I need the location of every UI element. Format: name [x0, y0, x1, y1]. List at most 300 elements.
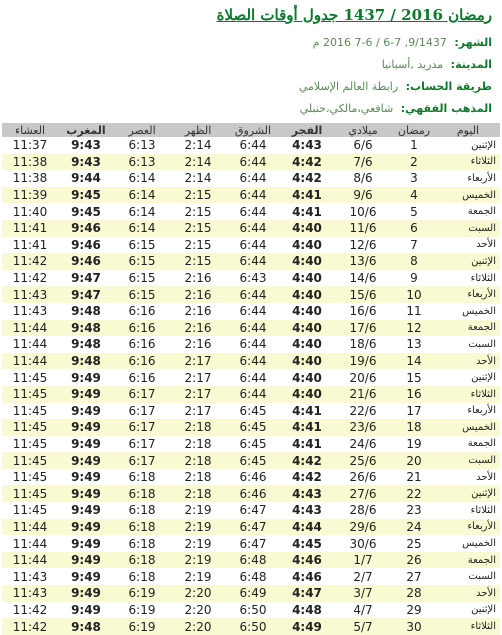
cell-dhuhr: 2:17 [170, 386, 226, 403]
cell-isha: 11:40 [2, 203, 58, 220]
cell-isha: 11:45 [2, 386, 58, 403]
cell-asr: 6:18 [114, 502, 170, 519]
cell-dhuhr: 2:20 [170, 602, 226, 619]
cell-fajr: 4:40 [280, 286, 334, 303]
info-calc-method [10, 76, 492, 98]
cell-dhuhr: 2:16 [170, 286, 226, 303]
header-isha: العشاء [2, 123, 58, 137]
info-block [0, 28, 502, 120]
cell-fajr: 4:41 [280, 403, 334, 420]
cell-gregorian-date: 5/7 [334, 618, 392, 635]
cell-ramadan-day: 10 [392, 286, 436, 303]
cell-day: الإثنين [436, 253, 500, 270]
info-city [10, 54, 492, 76]
cell-maghrib: 9:49 [58, 585, 114, 602]
cell-asr: 6:14 [114, 187, 170, 204]
cell-day: الجمعة [436, 320, 500, 337]
cell-fajr: 4:40 [280, 303, 334, 320]
cell-shuruq: 6:44 [226, 336, 280, 353]
cell-isha: 11:45 [2, 369, 58, 386]
cell-asr: 6:19 [114, 602, 170, 619]
cell-dhuhr: 2:17 [170, 353, 226, 370]
cell-maghrib: 9:49 [58, 519, 114, 536]
prayer-times-table [2, 123, 500, 635]
cell-day: الأربعاء [436, 519, 500, 536]
table-row [2, 419, 500, 436]
cell-shuruq: 6:44 [226, 253, 280, 270]
cell-ramadan-day: 28 [392, 585, 436, 602]
cell-isha: 11:44 [2, 353, 58, 370]
table-row [2, 535, 500, 552]
cell-fajr: 4:41 [280, 436, 334, 453]
cell-ramadan-day: 4 [392, 187, 436, 204]
table-row [2, 552, 500, 569]
cell-fajr: 4:41 [280, 187, 334, 204]
cell-ramadan-day: 12 [392, 320, 436, 337]
cell-asr: 6:17 [114, 386, 170, 403]
cell-asr: 6:16 [114, 336, 170, 353]
cell-maghrib: 9:46 [58, 220, 114, 237]
cell-gregorian-date: 1/7 [334, 552, 392, 569]
cell-dhuhr: 2:14 [170, 137, 226, 154]
cell-dhuhr: 2:15 [170, 253, 226, 270]
cell-day: الأحد [436, 585, 500, 602]
header-day: اليوم [436, 123, 500, 137]
cell-ramadan-day: 19 [392, 436, 436, 453]
cell-asr: 6:19 [114, 618, 170, 635]
cell-maghrib: 9:49 [58, 552, 114, 569]
cell-isha: 11:45 [2, 436, 58, 453]
cell-asr: 6:15 [114, 237, 170, 254]
cell-ramadan-day: 13 [392, 336, 436, 353]
cell-dhuhr: 2:17 [170, 403, 226, 420]
cell-shuruq: 6:45 [226, 403, 280, 420]
cell-ramadan-day: 17 [392, 403, 436, 420]
cell-ramadan-day: 14 [392, 353, 436, 370]
cell-fajr: 4:40 [280, 369, 334, 386]
cell-fajr: 4:40 [280, 386, 334, 403]
cell-isha: 11:39 [2, 187, 58, 204]
cell-shuruq: 6:50 [226, 618, 280, 635]
cell-gregorian-date: 22/6 [334, 403, 392, 420]
cell-fajr: 4:40 [280, 270, 334, 287]
cell-shuruq: 6:44 [226, 170, 280, 187]
cell-isha: 11:44 [2, 519, 58, 536]
header-dhuhr: الظهر [170, 123, 226, 137]
cell-gregorian-date: 10/6 [334, 203, 392, 220]
cell-day: الأربعاء [436, 403, 500, 420]
cell-asr: 6:13 [114, 154, 170, 171]
cell-isha: 11:38 [2, 170, 58, 187]
cell-maghrib: 9:43 [58, 154, 114, 171]
cell-maghrib: 9:45 [58, 187, 114, 204]
cell-day: الجمعة [436, 552, 500, 569]
cell-day: السبت [436, 568, 500, 585]
cell-shuruq: 6:44 [226, 203, 280, 220]
cell-shuruq: 6:46 [226, 469, 280, 486]
cell-fajr: 4:42 [280, 170, 334, 187]
cell-fajr: 4:46 [280, 568, 334, 585]
cell-ramadan-day: 7 [392, 237, 436, 254]
cell-gregorian-date: 29/6 [334, 519, 392, 536]
cell-gregorian-date: 24/6 [334, 436, 392, 453]
table-row [2, 203, 500, 220]
cell-maghrib: 9:47 [58, 286, 114, 303]
cell-maghrib: 9:46 [58, 253, 114, 270]
cell-day: الثلاثاء [436, 386, 500, 403]
cell-ramadan-day: 9 [392, 270, 436, 287]
cell-dhuhr: 2:20 [170, 618, 226, 635]
cell-shuruq: 6:45 [226, 436, 280, 453]
cell-isha: 11:43 [2, 585, 58, 602]
cell-asr: 6:14 [114, 203, 170, 220]
cell-isha: 11:45 [2, 502, 58, 519]
cell-fajr: 4:47 [280, 585, 334, 602]
info-madhab [10, 98, 492, 120]
cell-ramadan-day: 11 [392, 303, 436, 320]
cell-day: الثلاثاء [436, 618, 500, 635]
cell-isha: 11:41 [2, 237, 58, 254]
cell-gregorian-date: 14/6 [334, 270, 392, 287]
cell-asr: 6:18 [114, 469, 170, 486]
cell-isha: 11:42 [2, 270, 58, 287]
header-asr: العصر [114, 123, 170, 137]
table-row [2, 369, 500, 386]
cell-gregorian-date: 3/7 [334, 585, 392, 602]
cell-asr: 6:15 [114, 270, 170, 287]
cell-asr: 6:16 [114, 353, 170, 370]
cell-gregorian-date: 19/6 [334, 353, 392, 370]
cell-fajr: 4:43 [280, 485, 334, 502]
cell-ramadan-day: 24 [392, 519, 436, 536]
table-row [2, 137, 500, 154]
cell-asr: 6:18 [114, 568, 170, 585]
cell-day: الجمعة [436, 203, 500, 220]
cell-dhuhr: 2:18 [170, 419, 226, 436]
cell-day: الإثنين [436, 137, 500, 154]
cell-day: الإثنين [436, 602, 500, 619]
cell-dhuhr: 2:19 [170, 552, 226, 569]
cell-gregorian-date: 18/6 [334, 336, 392, 353]
cell-maghrib: 9:48 [58, 618, 114, 635]
cell-isha: 11:43 [2, 568, 58, 585]
cell-isha: 11:45 [2, 485, 58, 502]
cell-ramadan-day: 5 [392, 203, 436, 220]
cell-dhuhr: 2:18 [170, 452, 226, 469]
info-label: الشهر: [454, 36, 492, 49]
cell-maghrib: 9:49 [58, 452, 114, 469]
cell-asr: 6:17 [114, 436, 170, 453]
table-row [2, 253, 500, 270]
cell-day: الثلاثاء [436, 154, 500, 171]
cell-gregorian-date: 4/7 [334, 602, 392, 619]
cell-shuruq: 6:47 [226, 519, 280, 536]
cell-isha: 11:45 [2, 469, 58, 486]
header-shuruq: الشروق [226, 123, 280, 137]
table-row [2, 403, 500, 420]
cell-ramadan-day: 27 [392, 568, 436, 585]
cell-gregorian-date: 16/6 [334, 303, 392, 320]
cell-maghrib: 9:49 [58, 485, 114, 502]
cell-gregorian-date: 11/6 [334, 220, 392, 237]
cell-day: السبت [436, 336, 500, 353]
cell-maghrib: 9:46 [58, 237, 114, 254]
cell-ramadan-day: 23 [392, 502, 436, 519]
cell-shuruq: 6:44 [226, 369, 280, 386]
table-row [2, 170, 500, 187]
cell-day: الأحد [436, 353, 500, 370]
table-row [2, 485, 500, 502]
cell-dhuhr: 2:20 [170, 585, 226, 602]
cell-day: الأحد [436, 237, 500, 254]
info-value: مدريد ,أسبانيا [381, 58, 444, 71]
cell-ramadan-day: 2 [392, 154, 436, 171]
cell-day: الأحد [436, 469, 500, 486]
cell-shuruq: 6:44 [226, 320, 280, 337]
table-row [2, 286, 500, 303]
cell-fajr: 4:49 [280, 618, 334, 635]
cell-ramadan-day: 18 [392, 419, 436, 436]
cell-fajr: 4:48 [280, 602, 334, 619]
cell-dhuhr: 2:18 [170, 469, 226, 486]
cell-maghrib: 9:45 [58, 203, 114, 220]
cell-isha: 11:41 [2, 220, 58, 237]
cell-shuruq: 6:49 [226, 585, 280, 602]
cell-day: الإثنين [436, 485, 500, 502]
cell-gregorian-date: 20/6 [334, 369, 392, 386]
info-value: شافعي،مالكي،حنبلي [299, 102, 394, 115]
cell-day: الإثنين [436, 369, 500, 386]
table-body [2, 137, 500, 635]
cell-fajr: 4:40 [280, 336, 334, 353]
cell-isha: 11:42 [2, 253, 58, 270]
cell-maghrib: 9:49 [58, 502, 114, 519]
cell-asr: 6:14 [114, 170, 170, 187]
cell-shuruq: 6:44 [226, 386, 280, 403]
cell-fajr: 4:40 [280, 353, 334, 370]
cell-day: الثلاثاء [436, 502, 500, 519]
cell-fajr: 4:46 [280, 552, 334, 569]
cell-maghrib: 9:43 [58, 137, 114, 154]
cell-gregorian-date: 6/6 [334, 137, 392, 154]
cell-maghrib: 9:49 [58, 602, 114, 619]
cell-shuruq: 6:44 [226, 137, 280, 154]
header-gregorian: ميلادي [334, 123, 392, 137]
cell-asr: 6:17 [114, 403, 170, 420]
cell-gregorian-date: 23/6 [334, 419, 392, 436]
cell-day: الأربعاء [436, 286, 500, 303]
cell-fajr: 4:42 [280, 452, 334, 469]
table-row [2, 585, 500, 602]
cell-dhuhr: 2:15 [170, 237, 226, 254]
cell-maghrib: 9:49 [58, 469, 114, 486]
cell-day: الخميس [436, 303, 500, 320]
cell-maghrib: 9:47 [58, 270, 114, 287]
cell-isha: 11:43 [2, 286, 58, 303]
cell-fajr: 4:41 [280, 203, 334, 220]
cell-shuruq: 6:46 [226, 485, 280, 502]
cell-fajr: 4:40 [280, 237, 334, 254]
cell-ramadan-day: 15 [392, 369, 436, 386]
info-value: 9/1437, 7-6 / 6-7 2016 م [312, 36, 447, 49]
cell-fajr: 4:45 [280, 535, 334, 552]
cell-shuruq: 6:48 [226, 552, 280, 569]
header-maghrib: المغرب [58, 123, 114, 137]
cell-dhuhr: 2:15 [170, 187, 226, 204]
cell-asr: 6:16 [114, 369, 170, 386]
table-row [2, 187, 500, 204]
cell-ramadan-day: 29 [392, 602, 436, 619]
cell-asr: 6:18 [114, 552, 170, 569]
cell-maghrib: 9:49 [58, 386, 114, 403]
cell-asr: 6:15 [114, 253, 170, 270]
cell-day: الجمعة [436, 436, 500, 453]
cell-day: الثلاثاء [436, 270, 500, 287]
cell-day: الخميس [436, 187, 500, 204]
cell-shuruq: 6:44 [226, 237, 280, 254]
cell-ramadan-day: 21 [392, 469, 436, 486]
cell-fajr: 4:41 [280, 419, 334, 436]
cell-gregorian-date: 17/6 [334, 320, 392, 337]
cell-asr: 6:15 [114, 286, 170, 303]
cell-isha: 11:44 [2, 552, 58, 569]
cell-isha: 11:43 [2, 303, 58, 320]
cell-shuruq: 6:47 [226, 535, 280, 552]
cell-dhuhr: 2:16 [170, 320, 226, 337]
table-row [2, 568, 500, 585]
cell-asr: 6:16 [114, 303, 170, 320]
cell-isha: 11:42 [2, 602, 58, 619]
cell-asr: 6:19 [114, 585, 170, 602]
cell-maghrib: 9:49 [58, 436, 114, 453]
table-row [2, 220, 500, 237]
cell-dhuhr: 2:14 [170, 170, 226, 187]
cell-gregorian-date: 13/6 [334, 253, 392, 270]
cell-asr: 6:14 [114, 220, 170, 237]
info-label: المدينة: [450, 58, 492, 71]
cell-ramadan-day: 30 [392, 618, 436, 635]
table-row [2, 336, 500, 353]
cell-dhuhr: 2:18 [170, 436, 226, 453]
cell-isha: 11:44 [2, 535, 58, 552]
cell-maghrib: 9:48 [58, 320, 114, 337]
cell-dhuhr: 2:15 [170, 203, 226, 220]
cell-ramadan-day: 26 [392, 552, 436, 569]
cell-gregorian-date: 30/6 [334, 535, 392, 552]
cell-fajr: 4:40 [280, 320, 334, 337]
cell-isha: 11:37 [2, 137, 58, 154]
cell-isha: 11:44 [2, 336, 58, 353]
cell-gregorian-date: 7/6 [334, 154, 392, 171]
cell-ramadan-day: 3 [392, 170, 436, 187]
cell-shuruq: 6:50 [226, 602, 280, 619]
cell-dhuhr: 2:19 [170, 568, 226, 585]
cell-gregorian-date: 21/6 [334, 386, 392, 403]
cell-maghrib: 9:48 [58, 303, 114, 320]
cell-gregorian-date: 15/6 [334, 286, 392, 303]
table-row [2, 237, 500, 254]
cell-dhuhr: 2:16 [170, 303, 226, 320]
cell-day: الخميس [436, 419, 500, 436]
header-ramadan: رمضان [392, 123, 436, 137]
cell-day: السبت [436, 220, 500, 237]
table-row [2, 270, 500, 287]
cell-asr: 6:17 [114, 452, 170, 469]
cell-gregorian-date: 12/6 [334, 237, 392, 254]
info-value: رابطة العالم الإسلامي [298, 80, 399, 93]
cell-shuruq: 6:43 [226, 270, 280, 287]
cell-gregorian-date: 27/6 [334, 485, 392, 502]
cell-ramadan-day: 20 [392, 452, 436, 469]
cell-fajr: 4:43 [280, 137, 334, 154]
cell-asr: 6:13 [114, 137, 170, 154]
cell-shuruq: 6:44 [226, 154, 280, 171]
table-row [2, 519, 500, 536]
header-fajr: الفجر [280, 123, 334, 137]
cell-maghrib: 9:49 [58, 535, 114, 552]
cell-ramadan-day: 8 [392, 253, 436, 270]
cell-asr: 6:17 [114, 419, 170, 436]
cell-day: الخميس [436, 535, 500, 552]
cell-shuruq: 6:47 [226, 502, 280, 519]
info-label: طريقة الحساب: [405, 80, 492, 93]
cell-shuruq: 6:44 [226, 303, 280, 320]
cell-isha: 11:38 [2, 154, 58, 171]
cell-shuruq: 6:44 [226, 187, 280, 204]
cell-shuruq: 6:45 [226, 419, 280, 436]
cell-asr: 6:18 [114, 535, 170, 552]
cell-asr: 6:18 [114, 485, 170, 502]
cell-fajr: 4:42 [280, 154, 334, 171]
cell-shuruq: 6:48 [226, 568, 280, 585]
cell-asr: 6:18 [114, 519, 170, 536]
cell-dhuhr: 2:15 [170, 220, 226, 237]
table-row [2, 502, 500, 519]
table-header-row [2, 123, 500, 137]
table-row [2, 436, 500, 453]
cell-fajr: 4:42 [280, 469, 334, 486]
cell-dhuhr: 2:16 [170, 336, 226, 353]
table-row [2, 353, 500, 370]
cell-ramadan-day: 25 [392, 535, 436, 552]
cell-shuruq: 6:44 [226, 353, 280, 370]
cell-isha: 11:45 [2, 403, 58, 420]
cell-isha: 11:42 [2, 618, 58, 635]
cell-maghrib: 9:48 [58, 353, 114, 370]
cell-fajr: 4:44 [280, 519, 334, 536]
table-row [2, 320, 500, 337]
cell-shuruq: 6:44 [226, 286, 280, 303]
cell-fajr: 4:40 [280, 220, 334, 237]
cell-dhuhr: 2:19 [170, 535, 226, 552]
cell-dhuhr: 2:19 [170, 502, 226, 519]
cell-dhuhr: 2:14 [170, 154, 226, 171]
cell-gregorian-date: 26/6 [334, 469, 392, 486]
cell-fajr: 4:43 [280, 502, 334, 519]
cell-ramadan-day: 6 [392, 220, 436, 237]
cell-ramadan-day: 16 [392, 386, 436, 403]
cell-maghrib: 9:49 [58, 568, 114, 585]
cell-ramadan-day: 22 [392, 485, 436, 502]
cell-day: السبت [436, 452, 500, 469]
cell-shuruq: 6:45 [226, 452, 280, 469]
cell-gregorian-date: 28/6 [334, 502, 392, 519]
cell-maghrib: 9:49 [58, 403, 114, 420]
cell-gregorian-date: 2/7 [334, 568, 392, 585]
cell-maghrib: 9:49 [58, 369, 114, 386]
table-row [2, 303, 500, 320]
table-row [2, 469, 500, 486]
